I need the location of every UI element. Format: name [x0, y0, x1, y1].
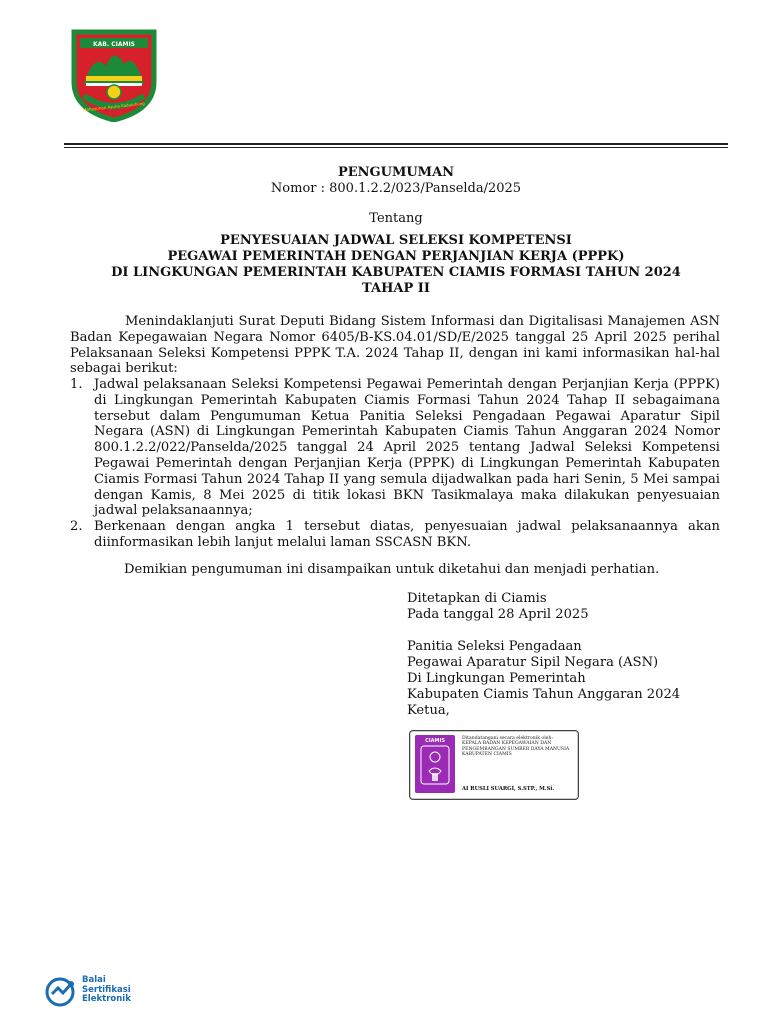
list-item [70, 519, 720, 551]
svg-text:KAB. CIAMIS: KAB. CIAMIS [92, 41, 136, 48]
stamp-badge: CIAMIS [425, 738, 445, 744]
subject-line: PEGAWAI PEMERINTAH DENGAN PERJANJIAN KERJA (PPPK) [167, 249, 625, 264]
header-rule-thin [64, 147, 728, 148]
subject-line: PENYESUAIAN JADWAL SELEKSI KOMPETENSI [220, 233, 572, 248]
announcement-title: PENGUMUMAN [337, 165, 455, 180]
list-item-text: Jadwal pelaksanaan Seleksi Kompetensi Pegawai Pemerintah dengan Perjanjian Kerja (PPPK) di Lingkungan Pemerintah Kabupaten Ciamis Formasi Tahun 2024 Tahap II sebagaimana tersebut dalam Pengumuman Ketua Panitia Seleksi Pengadaan Pegawai Aparatur Sipil Negara (ASN) di Lingkungan Pemerintah Kabupaten Ciamis Tahun Anggaran 2024 Nomor 800.1.2.2/022/Panselda/2025 tanggal 24 April 2025 tentang Jadwal Seleksi Kompetensi Pegawai Pemerintah dengan Perjanjian Kerja (PPPK) di Lingkungan Pemerintah Kabupaten Ciamis Formasi Tahun 2024 Tahap II yang semula dijadwalkan pada hari Senin, 5 Mei sampai dengan Kamis, 8 Mei 2025 di titik lokasi BKN Tasikmalaya maka dilakukan penyesuaian jadwal pelaksanaannya; [94, 377, 720, 519]
stamp-line: PENGEMBANGAN SUMBER DAYA MANUSIA [462, 746, 570, 752]
ciamis-digital-seal-icon [415, 735, 455, 793]
signature-org-line: Di Lingkungan Pemerintah [407, 671, 586, 686]
bsre-line: Elektronik [82, 994, 131, 1004]
stamp-line: KEPALA BADAN KEPEGAWAIAN DAN [462, 741, 552, 747]
signature-org-line: Kabupaten Ciamis Tahun Anggaran 2024 [407, 687, 681, 702]
announcement-about: Tentang [369, 211, 423, 226]
signature-date: Pada tanggal 28 April 2025 [407, 607, 589, 622]
list-item [70, 377, 720, 519]
bsre-line: Sertifikasi [82, 984, 131, 995]
svg-text:Mahayunan Ayuna Kadaluhung: Mahayunan Ayuna Kadaluhung [82, 100, 145, 113]
list-item-number: 2. [70, 519, 83, 535]
list-item-number: 1. [70, 377, 83, 392]
signature-place: Ditetapkan di Ciamis [407, 591, 547, 606]
signature-org-line: Ketua, [407, 703, 450, 718]
signature-block [407, 591, 727, 719]
stamp-text [462, 736, 574, 758]
closing-paragraph: Demikian pengumuman ini disampaikan untuk diketahui dan menjadi perhatian. [124, 562, 660, 577]
ciamis-regency-logo-icon [70, 26, 158, 122]
announcement-number: Nomor : 800.1.2.2/023/Panselda/2025 [270, 181, 522, 196]
bsre-logo-icon [44, 976, 78, 1008]
stamp-line: Ditandatangani secara elektronik oleh: [462, 736, 553, 741]
signatory-name: AI RUSLI SUARGI, S.STP., M.Si. [462, 786, 555, 792]
signature-org-line: Panitia Seleksi Pengadaan [407, 639, 582, 654]
header-rule-thick [64, 143, 728, 145]
signature-org-line: Pegawai Aparatur Sipil Negara (ASN) [407, 655, 659, 670]
electronic-signature-stamp [409, 730, 579, 800]
subject-line: TAHAP II [362, 281, 430, 296]
intro-paragraph: Menindaklanjuti Surat Deputi Bidang Sistem Informasi dan Digitalisasi Manajemen ASN Badan Kepegawaian Negara Nomor 6405/B-KS.04.01/SD/E/2025 tanggal 25 April 2025 perihal Pelaksanaan Seleksi Kompetensi PPPK T.A. 2024 Tahap II, dengan ini kami informasikan hal-hal sebagai berikut: [70, 314, 720, 377]
stamp-line: KABUPATEN CIAMIS [462, 752, 512, 758]
list-item-text: Berkenaan dengan angka 1 tersebut diatas, penyesuaian jadwal pelaksanaannya akan diinformasikan lebih lanjut melalui laman SSCASN BKN. [94, 519, 720, 550]
bsre-line: Balai [82, 975, 106, 985]
bsre-label [82, 976, 131, 1005]
subject-line: DI LINGKUNGAN PEMERINTAH KABUPATEN CIAMIS FORMASI TAHUN 2024 [111, 265, 681, 280]
points-list [70, 377, 720, 551]
